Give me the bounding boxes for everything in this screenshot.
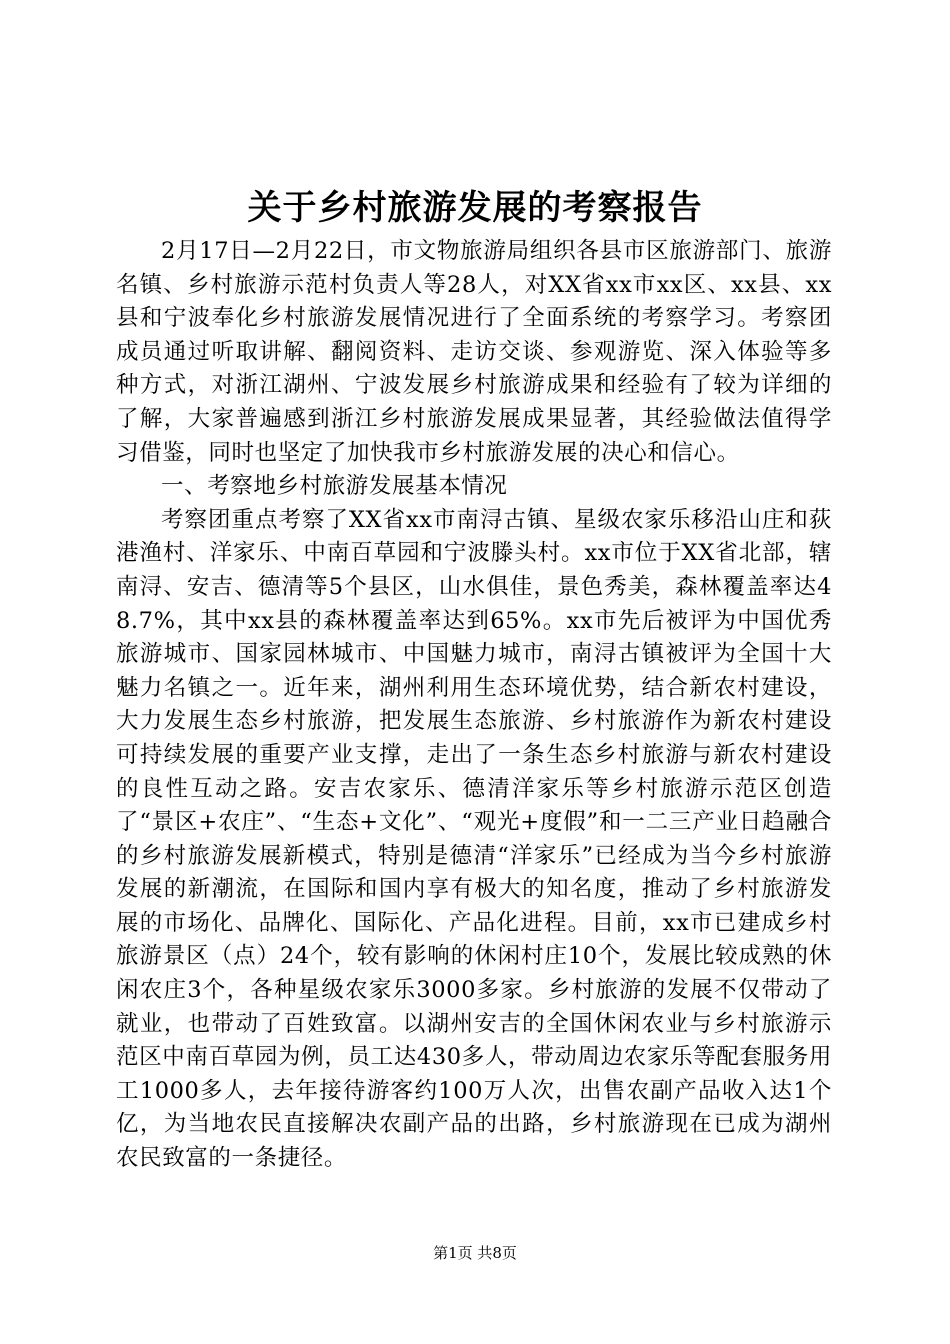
section-heading: 一、考察地乡村旅游发展基本情况 xyxy=(161,473,508,500)
document-body xyxy=(116,235,832,1176)
intro-paragraph: 2月17日—2月22日，市文物旅游局组织各县市区旅游部门、旅游名镇、乡村旅游示范村负责人等28人，对XX省xx市xx区、xx县、xx县和宁波奉化乡村旅游发展情况进行了全面系统的考察学习。考察团成员通过听取讲解、翻阅资料、走访交谈、参观游览、深入体验等多种方式，对浙江湖州、宁波发展乡村旅游成果和经验有了较为详细的了解，大家普遍感到浙江乡村旅游发展成果显著，其经验做法值得学习借鉴，同时也坚定了加快我市乡村旅游发展的决心和信心。 xyxy=(116,238,832,466)
body-paragraph: 考察团重点考察了XX省xx市南浔古镇、星级农家乐移沿山庄和荻港渔村、洋家乐、中南百草园和宁波滕头村。xx市位于XX省北部，辖南浔、安吉、德清等5个县区，山水俱佳，景色秀美，森林覆盖率达48.7%，其中xx县的森林覆盖率达到65%。xx市先后被评为中国优秀旅游城市、国家园林城市、中国魅力城市，南浔古镇被评为全国十大魅力名镇之一。近年来，湖州利用生态环境优势，结合新农村建设，大力发展生态乡村旅游，把发展生态旅游、乡村旅游作为新农村建设可持续发展的重要产业支撑，走出了一条生态乡村旅游与新农村建设的良性互动之路。安吉农家乐、德清洋家乐等乡村旅游示范区创造了“景区+农庄”、“生态+文化”、“观光+度假”和一二三产业日趋融合的乡村旅游发展新模式，特别是德清“洋家乐”已经成为当今乡村旅游发展的新潮流，在国际和国内享有极大的知名度，推动了乡村旅游发展的市场化、品牌化、国际化、产品化进程。目前，xx市已建成乡村旅游景区（点）24个，较有影响的休闲村庄10个，发展比较成熟的休闲农庄3个，各种星级农家乐3000多家。乡村旅游的发展不仅带动了就业，也带动了百姓致富。以湖州安吉的全国休闲农业与乡村旅游示范区中南百草园为例，员工达430多人，带动周边农家乐等配套服务用工1000多人，去年接待游客约100万人次，出售农副产品收入达1个亿，为当地农民直接解决农副产品的出路，乡村旅游现在已成为湖州农民致富的一条捷径。 xyxy=(116,506,832,1172)
page-footer: 第1页 共8页 xyxy=(433,1244,517,1262)
document-title: 关于乡村旅游发展的考察报告 xyxy=(247,188,703,228)
